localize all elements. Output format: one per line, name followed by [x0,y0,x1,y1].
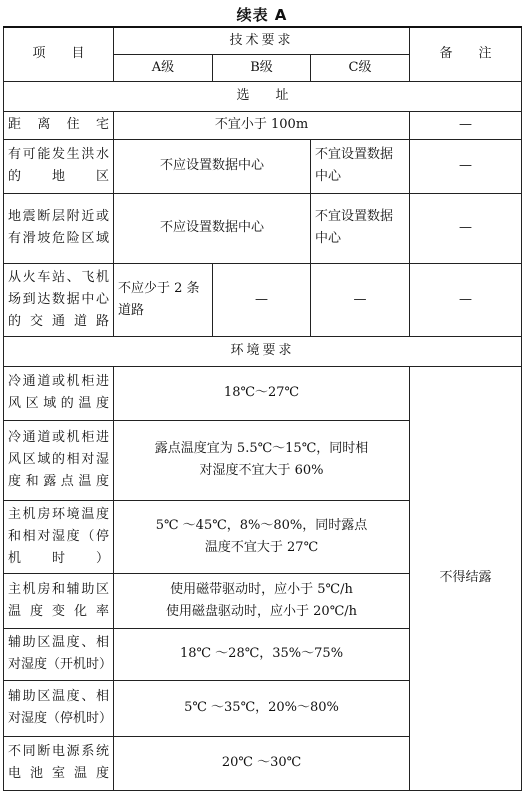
row-value: 18℃～27℃ [114,366,410,420]
row-value: 不宜小于 100m [114,111,410,139]
table-row [4,193,522,263]
table-row [4,139,522,193]
row-item: 辅助区温度、相对湿度（开机时） [4,628,114,680]
header-level-c: C级 [311,54,410,81]
row-item: 主机房和辅助区温度变化率 [4,573,114,628]
table-title: 续表 A [236,6,288,24]
requirements-table [3,26,522,791]
row-value-b: — [213,263,311,336]
row-remark: — [410,139,522,193]
header-tech-requirements: 技术要求 [114,27,410,54]
row-value-line-1: 使用磁带驱动时，应小于 5℃/h [170,581,353,597]
row-value: 18℃ ～28℃，35%～75% [114,628,410,680]
row-item: 从火车站、飞机场到达数据中心的交通道路 [4,263,114,336]
row-item: 冷通道或机柜进风区域的温度 [4,366,114,420]
row-item: 有可能发生洪水的地区 [4,139,114,193]
table-row [4,263,522,336]
row-remark: — [410,193,522,263]
header-remark: 备 注 [410,27,522,81]
section-environment: 环境要求 [4,336,522,366]
row-remark: — [410,263,522,336]
row-remark: — [410,111,522,139]
environment-remark: 不得结露 [410,366,522,790]
row-value-ab: 不应设置数据中心 [114,139,311,193]
table-row [4,111,522,139]
header-level-a: A级 [114,54,213,81]
row-value-line-2: 使用磁盘驱动时，应小于 20℃/h [166,603,357,619]
row-value-ab: 不应设置数据中心 [114,193,311,263]
header-item: 项 目 [4,27,114,81]
row-value-a: 不应少于 2 条道路 [114,263,213,336]
row-value: 5℃ ～45℃，8%～80%，同时露点温度不宜大于 27℃ [114,500,410,573]
row-item: 辅助区温度、相对湿度（停机时） [4,680,114,736]
row-value: 露点温度宜为 5.5℃～15℃，同时相对湿度不宜大于 60% [114,420,410,500]
row-value-c: 不宜设置数据中心 [311,193,410,263]
row-item: 距离住宅 [4,111,114,139]
row-item: 主机房环境温度和相对湿度（停机时） [4,500,114,573]
row-item: 冷通道或机柜进风区域的相对湿度和露点温度 [4,420,114,500]
section-site: 选 址 [4,81,522,111]
row-value-c: 不宜设置数据中心 [311,139,410,193]
row-item: 不同断电源系统电池室温度 [4,736,114,790]
row-value [114,573,410,628]
row-item: 地震断层附近或有滑坡危险区域 [4,193,114,263]
table-row [4,366,522,420]
header-level-b: B级 [213,54,311,81]
row-value: 20℃ ～30℃ [114,736,410,790]
row-value: 5℃ ～35℃，20%～80% [114,680,410,736]
row-value-c: — [311,263,410,336]
